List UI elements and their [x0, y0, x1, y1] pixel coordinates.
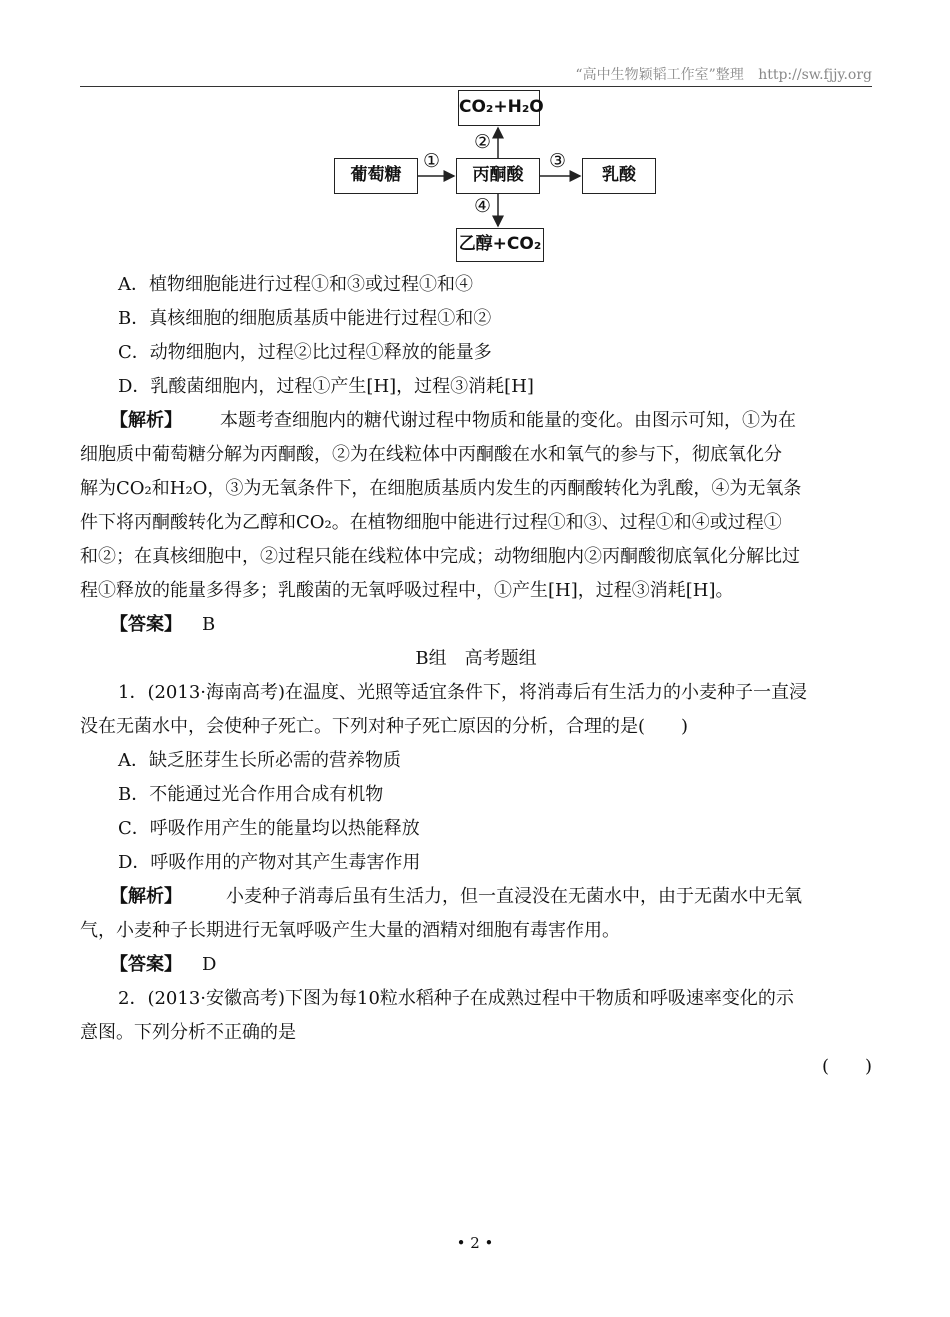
q2-source: (2013·安徽高考)	[147, 988, 286, 1009]
metabolism-diagram	[0, 0, 950, 270]
q1-answer-tag: 【答案】	[110, 954, 182, 975]
q1-option-b: B．不能通过光合作用合成有机物	[118, 784, 384, 805]
q1-analysis-text-1: 小麦种子消毒后虽有生活力，但一直浸没在无菌水中，由于无菌水中无氧	[226, 886, 802, 907]
analysis-line-1	[80, 404, 872, 438]
option-c: C．动物细胞内，过程②比过程①释放的能量多	[118, 342, 492, 363]
q1-option-c: C．呼吸作用产生的能量均以热能释放	[118, 818, 420, 839]
answer-tag: 【答案】	[110, 614, 182, 635]
q2-stem-1: 下图为每10粒水稻种子在成熟过程中干物质和呼吸速率变化的示	[285, 988, 794, 1009]
document-body	[80, 268, 872, 1084]
q2-stem-line-1	[80, 982, 872, 1016]
pyruvate-box: 丙酮酸	[456, 158, 540, 194]
lactate-box: 乳酸	[582, 158, 656, 194]
q1-answer-value: D	[202, 954, 217, 975]
q1-stem-1: 在温度、光照等适宜条件下，将消毒后有生活力的小麦种子一直浸	[285, 682, 808, 703]
step-3-label: ③	[549, 150, 567, 172]
section-title: B组 高考题组	[415, 648, 537, 669]
q1-analysis-tag: 【解析】	[110, 886, 182, 907]
step-4-label: ④	[474, 195, 492, 217]
analysis-line-2: 细胞质中葡萄糖分解为丙酮酸，②为在线粒体中丙酮酸在水和氧气的参与下，彻底氧化分	[80, 444, 782, 465]
analysis-tag: 【解析】	[110, 410, 182, 431]
answer-line	[80, 608, 872, 642]
analysis-line-3: 解为CO₂和H₂O，③为无氧条件下，在细胞质基质内发生的丙酮酸转化为乳酸，④为无氧条	[80, 478, 802, 499]
q2-answer-blank: ( )	[821, 1056, 872, 1077]
q1-source: (2013·海南高考)	[147, 682, 286, 703]
q2-stem-line-2: 意图。下列分析不正确的是	[80, 1022, 296, 1043]
analysis-text-1: 本题考查细胞内的糖代谢过程中物质和能量的变化。由图示可知，①为在	[220, 410, 796, 431]
q1-analysis-line-2: 气，小麦种子长期进行无氧呼吸产生大量的酒精对细胞有毒害作用。	[80, 920, 620, 941]
analysis-line-5: 和②；在真核细胞中，②过程只能在线粒体中完成；动物细胞内②丙酮酸彻底氧化分解比过	[80, 546, 800, 567]
q2-number: 2．	[118, 988, 148, 1009]
q1-answer-line	[80, 948, 872, 982]
q1-number: 1．	[118, 682, 148, 703]
q1-stem-line-1	[80, 676, 872, 710]
header-source: “高中生物颖韬工作室”整理	[575, 67, 744, 83]
analysis-line-4: 件下将丙酮酸转化为乙醇和CO₂。在植物细胞中能进行过程①和③、过程①和④或过程①	[80, 512, 782, 533]
option-b: B．真核细胞的细胞质基质中能进行过程①和②	[118, 308, 492, 329]
q1-option-a: A．缺乏胚芽生长所必需的营养物质	[118, 750, 401, 771]
step-1-label: ①	[423, 150, 441, 172]
answer-value: B	[202, 614, 216, 635]
page-number: • 2 •	[456, 1234, 494, 1252]
q1-stem-line-2: 没在无菌水中，会使种子死亡。下列对种子死亡原因的分析，合理的是( )	[80, 716, 689, 737]
co2-h2o-box: CO₂+H₂O	[458, 90, 540, 126]
analysis-line-6: 程①释放的能量多得多；乳酸菌的无氧呼吸过程中，①产生[H]，过程③消耗[H]。	[80, 580, 734, 601]
glucose-box: 葡萄糖	[334, 158, 418, 194]
q1-analysis-line-1	[80, 880, 872, 914]
option-d: D．乳酸菌细胞内，过程①产生[H]，过程③消耗[H]	[118, 376, 534, 397]
ethanol-co2-box: 乙醇+CO₂	[456, 228, 544, 262]
header-url[interactable]: http://sw.fjjy.org	[758, 67, 872, 83]
q1-option-d: D．呼吸作用的产物对其产生毒害作用	[118, 852, 421, 873]
option-a: A．植物细胞能进行过程①和③或过程①和④	[118, 274, 473, 295]
step-2-label: ②	[474, 131, 492, 153]
